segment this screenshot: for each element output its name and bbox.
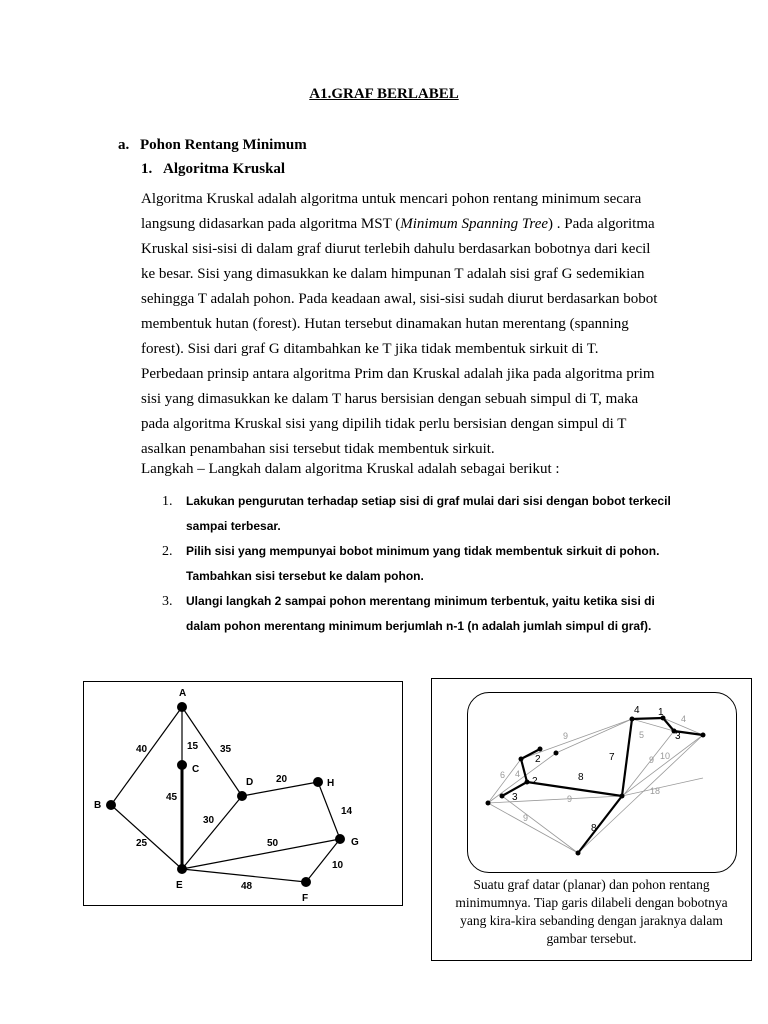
edge-weight: 45 (166, 792, 178, 803)
node-label: E (176, 880, 183, 891)
node-c (177, 760, 187, 770)
paragraph-line: Perbedaan prinsip antara algoritma Prim dan Kruskal adalah jika pada algoritma prim (141, 366, 655, 382)
tree-weight: 3 (675, 731, 681, 742)
step-number: 2. (162, 544, 173, 559)
tree-weight: 3 (512, 792, 518, 803)
paragraph-line: pada algoritma Kruskal sisi yang dipilih tidak perlu bersisian dengan simpul di T (141, 416, 627, 432)
tree-weight: 7 (609, 752, 615, 763)
page-title: A1.GRAF BERLABEL (309, 86, 459, 102)
paragraph-line: Kruskal sisi-sisi di dalam graf diurut terlebih dahulu berdasarkan bobotnya dari kecil (141, 241, 651, 257)
graph-node (701, 733, 706, 738)
tree-edge (622, 719, 632, 796)
subsection-title: Algoritma Kruskal (163, 161, 286, 177)
paragraph-line: ke besar. Sisi yang dimasukkan ke dalam himpunan T adalah sisi graf G sedemikian (141, 266, 645, 282)
graph-node (554, 751, 559, 756)
graph-node (500, 794, 505, 799)
edge-weight: 35 (220, 744, 232, 755)
graph-node (576, 851, 581, 856)
gray-weight: 9 (567, 794, 573, 804)
tree-weight: 2 (532, 776, 538, 787)
edge-weight: 20 (276, 774, 288, 785)
mst-diagram-frame (467, 692, 737, 873)
figure-caption: Suatu graf datar (planar) dan pohon rentang minimumnya. Tiap garis dilabeli dengan bobotnya yang kira-kira sebanding dengan jaraknya dalam gambar tersebut. (455, 877, 728, 946)
paragraph-line: sehingga T adalah pohon. Pada keadaan awal, sisi-sisi sudah diurut berdasarkan bobot (141, 291, 658, 307)
steps-intro: Langkah – Langkah dalam algoritma Kruskal adalah sebagai berikut : (141, 461, 560, 477)
graph-node (538, 747, 543, 752)
section-heading (118, 137, 307, 154)
gray-weight: 4 (681, 714, 687, 724)
edge-weight: 25 (136, 838, 148, 849)
step-number: 3. (162, 594, 173, 609)
tree-weight: 8 (578, 772, 584, 783)
gray-edge (502, 796, 578, 853)
edge-weight: 15 (187, 741, 199, 752)
mst-figure (431, 678, 752, 961)
paragraph-line: membentuk hutan (forest). Hutan tersebut dinamakan hutan merentang (spanning (141, 316, 629, 332)
tree-edge (632, 718, 663, 719)
gray-edge (521, 719, 632, 759)
graph-node (519, 757, 524, 762)
step-text: Lakukan pengurutan terhadap setiap sisi di graf mulai dari sisi dengan bobot terkecil (186, 494, 671, 508)
step-text: Ulangi langkah 2 sampai pohon merentang minimum terbentuk, yaitu ketika sisi di (186, 594, 655, 608)
paragraph-line: forest). Sisi dari graf G ditambahkan ke T jika tidak membentuk sirkuit di T. (141, 341, 599, 357)
gray-weight: 18 (650, 786, 661, 796)
subsection-label: 1. (141, 161, 153, 177)
subsection-heading (141, 161, 285, 178)
step-text: Tambahkan sisi tersebut ke dalam pohon. (186, 569, 424, 583)
node-a (177, 702, 187, 712)
step-text: Pilih sisi yang mempunyai bobot minimum yang tidak membentuk sirkuit di pohon. (186, 544, 660, 558)
node-label: H (327, 778, 335, 789)
gray-weight: 9 (523, 813, 529, 823)
step-item (162, 539, 702, 589)
node-label: G (351, 837, 359, 848)
edge-b-e (111, 805, 182, 869)
edge-weight: 48 (241, 881, 253, 892)
node-label: B (94, 800, 102, 811)
edge-weight: 40 (136, 744, 148, 755)
gray-edge (488, 803, 578, 853)
tree-weight: 4 (634, 705, 640, 716)
tree-edge (578, 796, 622, 853)
section-title: Pohon Rentang Minimum (140, 137, 307, 153)
mst-diagram (468, 693, 735, 871)
tree-edge (527, 782, 622, 796)
paragraph-line: asalkan penambahan sisi tersebut tidak membentuk sirkuit. (141, 441, 495, 457)
paragraph-line: sisi yang dimasukkan ke dalam T harus bersisian dengan sebuah simpul di T, maka (141, 391, 639, 407)
body-paragraph (141, 187, 681, 462)
edge-weight: 50 (267, 838, 279, 849)
gray-weight: 10 (660, 751, 671, 761)
step-text: sampai terbesar. (186, 519, 281, 533)
edge-weight: 30 (203, 815, 215, 826)
step-number: 1. (162, 494, 173, 509)
node-e (177, 864, 187, 874)
edge-d-e (182, 796, 242, 869)
gray-weight: 4 (515, 769, 521, 779)
edge-e-g (182, 839, 340, 869)
paragraph-line-mst: langsung didasarkan pada algoritma MST (Minimum Spanning Tree) . Pada algoritma (141, 216, 655, 232)
edge-h-g (318, 782, 340, 839)
node-d (237, 791, 247, 801)
steps-list (162, 489, 702, 639)
node-g (335, 834, 345, 844)
graph-node (486, 801, 491, 806)
edge-weight: 10 (332, 860, 344, 871)
graph-node (630, 717, 635, 722)
mst-term: Minimum Spanning Tree (400, 216, 549, 232)
gray-edge (578, 735, 703, 853)
weighted-graph (84, 682, 402, 905)
tree-weight: 1 (658, 707, 664, 718)
weighted-graph-figure (83, 681, 403, 906)
node-b (106, 800, 116, 810)
gray-weight: 6 (500, 770, 506, 780)
graph-node (525, 780, 530, 785)
node-label: C (192, 764, 200, 775)
tree-weight: 8 (591, 823, 597, 834)
step-item (162, 589, 702, 639)
graph-node (620, 794, 625, 799)
edge-a-b (111, 707, 182, 805)
node-label: F (302, 893, 309, 904)
section-label: a. (118, 137, 130, 153)
paragraph-line: Algoritma Kruskal adalah algoritma untuk mencari pohon rentang minimum secara (141, 191, 642, 207)
node-h (313, 777, 323, 787)
gray-edge (488, 796, 622, 803)
node-f (301, 877, 311, 887)
node-label: D (246, 777, 254, 788)
step-text: dalam pohon merentang minimum berjumlah n-1 (n adalah jumlah simpul di graf). (186, 619, 652, 633)
edge-weight: 14 (341, 806, 353, 817)
node-label: A (179, 688, 187, 699)
step-item (162, 489, 702, 539)
gray-weight: 9 (649, 755, 655, 765)
tree-weight: 2 (535, 754, 541, 765)
gray-weight: 9 (563, 731, 569, 741)
gray-weight: 5 (639, 730, 645, 740)
